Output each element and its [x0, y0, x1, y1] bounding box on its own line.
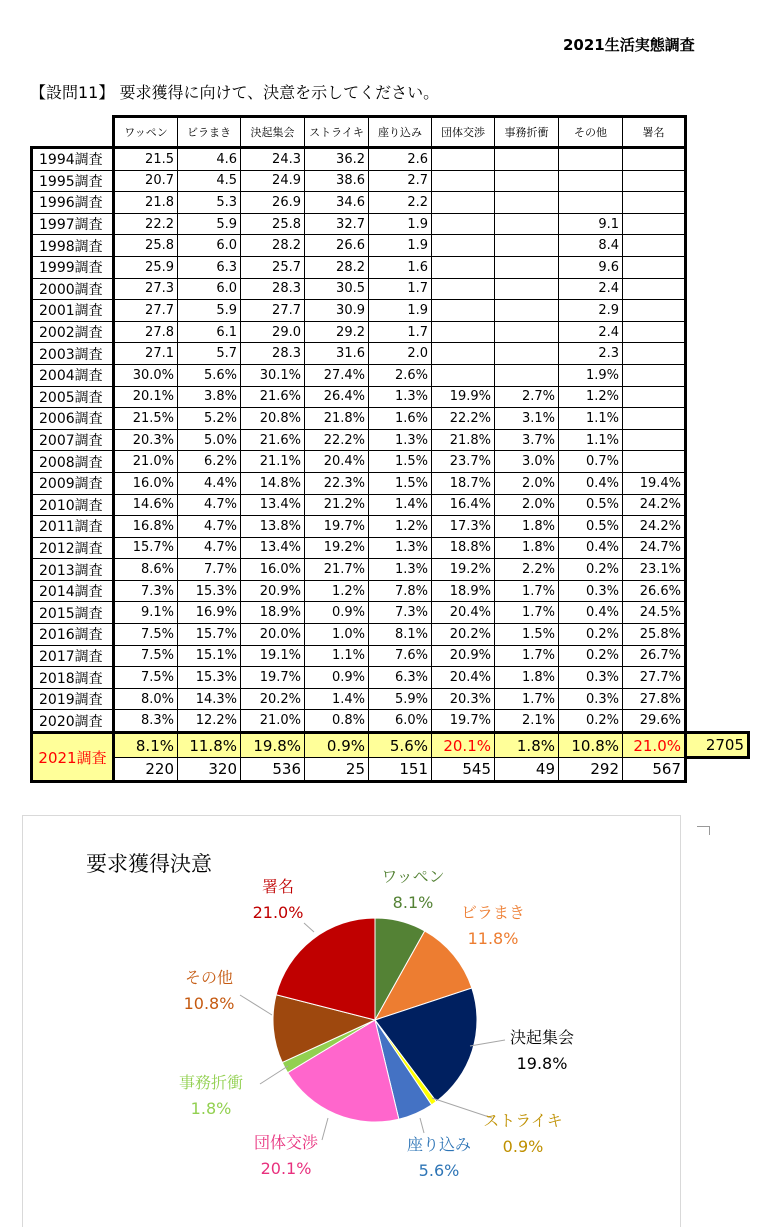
table-cell: 2.0% [495, 472, 559, 494]
table-cell: 26.4% [305, 386, 369, 408]
slice-name: 座り込み [406, 1135, 471, 1154]
row-label: 2008調査 [32, 451, 114, 473]
table-cell: 1.7% [495, 645, 559, 667]
table-cell: 26.6% [623, 580, 686, 602]
table-cell: 20.9% [241, 580, 305, 602]
column-header: 決起集会 [241, 117, 305, 148]
count-cell: 25 [305, 758, 369, 782]
table-cell: 1.6 [369, 256, 432, 278]
table-cell: 4.4% [178, 472, 241, 494]
table-cell: 6.0 [178, 278, 241, 300]
table-cell: 1.5% [369, 472, 432, 494]
row-label: 1997調査 [32, 213, 114, 235]
table-cell: 28.2 [305, 256, 369, 278]
count-cell: 151 [369, 758, 432, 782]
table-cell: 27.3 [114, 278, 178, 300]
leader-line [420, 1118, 424, 1133]
table-cell: 19.2% [305, 537, 369, 559]
table-cell: 19.9% [432, 386, 495, 408]
count-cell: 545 [432, 758, 495, 782]
table-cell: 23.7% [432, 451, 495, 473]
row-label: 2004調査 [32, 364, 114, 386]
table-cell: 20.2% [432, 624, 495, 646]
percent-cell: 21.0% [623, 733, 686, 758]
table-cell: 22.2 [114, 213, 178, 235]
table-cell: 16.9% [178, 602, 241, 624]
table-cell: 16.4% [432, 494, 495, 516]
table-cell: 2.0 [369, 343, 432, 365]
table-cell: 27.8% [623, 688, 686, 710]
column-header: 団体交渉 [432, 117, 495, 148]
table-cell: 1.2% [369, 516, 432, 538]
row-label: 2013調査 [32, 559, 114, 581]
slice-label [236, 1130, 336, 1181]
row-label: 2009調査 [32, 472, 114, 494]
row-label: 2020調査 [32, 710, 114, 733]
percent-cell: 10.8% [559, 733, 623, 758]
slice-name: 署名 [261, 877, 294, 896]
slice-value: 11.8% [467, 928, 519, 948]
table-cell: 1.9 [369, 300, 432, 322]
table-cell: 24.5% [623, 602, 686, 624]
table-cell: 8.6% [114, 559, 178, 581]
table-cell: 27.1 [114, 343, 178, 365]
table-cell: 5.2% [178, 408, 241, 430]
table-cell: 20.3% [432, 688, 495, 710]
table-cell: 7.8% [369, 580, 432, 602]
table-cell: 5.7 [178, 343, 241, 365]
table-cell: 27.7% [623, 667, 686, 689]
table-cell: 1.3% [369, 537, 432, 559]
table-cell: 20.4% [432, 602, 495, 624]
table-cell: 20.0% [241, 624, 305, 646]
table-cell: 25.8 [241, 213, 305, 235]
table-cell: 21.0% [241, 710, 305, 733]
table-cell: 1.9% [559, 364, 623, 386]
row-label: 1995調査 [32, 170, 114, 192]
table-cell: 0.2% [559, 624, 623, 646]
percent-cell: 5.6% [369, 733, 432, 758]
percent-cell: 1.8% [495, 733, 559, 758]
row-label: 2003調査 [32, 343, 114, 365]
row-label: 2019調査 [32, 688, 114, 710]
table-cell: 8.1% [369, 624, 432, 646]
table-cell: 6.0% [369, 710, 432, 733]
table-cell: 5.9 [178, 213, 241, 235]
table-cell: 1.3% [369, 429, 432, 451]
percent-cell: 0.9% [305, 733, 369, 758]
table-cell: 9.1 [559, 213, 623, 235]
table-cell: 21.1% [241, 451, 305, 473]
count-cell: 49 [495, 758, 559, 782]
table-cell: 23.1% [623, 559, 686, 581]
percent-cell: 11.8% [178, 733, 241, 758]
table-cell: 2.3 [559, 343, 623, 365]
table-cell: 13.4% [241, 494, 305, 516]
row-label: 2006調査 [32, 408, 114, 430]
table-cell: 18.7% [432, 472, 495, 494]
table-cell: 27.7 [114, 300, 178, 322]
table-cell: 2.4 [559, 321, 623, 343]
table-cell: 0.5% [559, 494, 623, 516]
table-cell: 2.6% [369, 364, 432, 386]
slice-name: ビラまき [460, 903, 525, 922]
table-cell: 2.1% [495, 710, 559, 733]
table-cell: 27.8 [114, 321, 178, 343]
table-cell: 7.3% [114, 580, 178, 602]
table-cell: 30.0% [114, 364, 178, 386]
table-cell: 0.2% [559, 710, 623, 733]
table-cell: 18.9% [432, 580, 495, 602]
table-cell: 21.8 [114, 192, 178, 214]
table-cell: 1.7% [495, 688, 559, 710]
table-cell: 7.5% [114, 667, 178, 689]
table-cell: 0.5% [559, 516, 623, 538]
table-cell: 30.1% [241, 364, 305, 386]
table-cell: 1.7% [495, 602, 559, 624]
table-cell: 24.2% [623, 494, 686, 516]
table-cell: 0.4% [559, 537, 623, 559]
table-cell: 26.9 [241, 192, 305, 214]
table-cell: 26.7% [623, 645, 686, 667]
slice-value: 1.8% [190, 1098, 232, 1118]
table-cell: 14.8% [241, 472, 305, 494]
table-cell: 22.2% [305, 429, 369, 451]
table-cell: 1.1% [559, 408, 623, 430]
row-label: 2011調査 [32, 516, 114, 538]
count-cell: 292 [559, 758, 623, 782]
table-cell: 19.4% [623, 472, 686, 494]
table-cell: 19.2% [432, 559, 495, 581]
table-cell: 24.9 [241, 170, 305, 192]
table-cell: 0.4% [559, 472, 623, 494]
chart-title: 要求獲得決意 [86, 852, 212, 876]
table-cell: 14.3% [178, 688, 241, 710]
table-cell: 25.8 [114, 235, 178, 257]
table-cell: 21.2% [305, 494, 369, 516]
table-cell: 1.5% [369, 451, 432, 473]
table-cell: 15.1% [178, 645, 241, 667]
slice-name: 団体交渉 [253, 1133, 318, 1152]
table-cell: 5.6% [178, 364, 241, 386]
table-cell: 2.4 [559, 278, 623, 300]
slice-value: 20.1% [260, 1158, 312, 1178]
table-cell: 16.8% [114, 516, 178, 538]
column-header: ビラまき [178, 117, 241, 148]
table-cell: 20.1% [114, 386, 178, 408]
table-cell: 3.8% [178, 386, 241, 408]
slice-label [492, 1025, 592, 1076]
table-cell: 1.3% [369, 559, 432, 581]
table-cell: 21.0% [114, 451, 178, 473]
row-label: 1999調査 [32, 256, 114, 278]
table-cell: 1.7 [369, 321, 432, 343]
table-cell: 5.3 [178, 192, 241, 214]
table-cell: 21.8% [305, 408, 369, 430]
table-cell: 29.6% [623, 710, 686, 733]
column-header: 署名 [623, 117, 686, 148]
table-cell: 8.0% [114, 688, 178, 710]
table-cell: 8.4 [559, 235, 623, 257]
document-title: 2021生活実態調査 [563, 36, 695, 54]
table-cell: 1.4% [305, 688, 369, 710]
table-cell: 24.7% [623, 537, 686, 559]
slice-label [443, 900, 543, 951]
table-cell: 1.0% [305, 624, 369, 646]
column-header: 座り込み [369, 117, 432, 148]
table-cell: 20.8% [241, 408, 305, 430]
table-cell: 2.9 [559, 300, 623, 322]
table-cell: 15.3% [178, 580, 241, 602]
leader-line [260, 1066, 288, 1084]
table-cell: 1.1% [559, 429, 623, 451]
row-label: 2014調査 [32, 580, 114, 602]
table-cell: 0.7% [559, 451, 623, 473]
table-cell: 32.7 [305, 213, 369, 235]
table-cell: 3.0% [495, 451, 559, 473]
table-cell: 19.7% [305, 516, 369, 538]
table-cell: 1.9 [369, 235, 432, 257]
table-cell: 16.0% [241, 559, 305, 581]
slice-name: ワッペン [381, 867, 445, 886]
table-cell: 6.3 [178, 256, 241, 278]
table-cell: 2.7% [495, 386, 559, 408]
column-header: その他 [559, 117, 623, 148]
row-label: 2001調査 [32, 300, 114, 322]
table-cell: 18.9% [241, 602, 305, 624]
table-cell: 21.6% [241, 429, 305, 451]
table-cell: 0.8% [305, 710, 369, 733]
table-cell: 20.7 [114, 170, 178, 192]
row-label: 2012調査 [32, 537, 114, 559]
table-cell: 6.3% [369, 667, 432, 689]
table-cell: 7.5% [114, 645, 178, 667]
count-cell: 536 [241, 758, 305, 782]
count-cell: 567 [623, 758, 686, 782]
percent-cell: 20.1% [432, 733, 495, 758]
row-label: 2016調査 [32, 624, 114, 646]
table-cell: 1.1% [305, 645, 369, 667]
table-cell: 18.8% [432, 537, 495, 559]
table-cell: 0.3% [559, 688, 623, 710]
table-cell: 1.4% [369, 494, 432, 516]
row-label: 2002調査 [32, 321, 114, 343]
column-header: ストライキ [305, 117, 369, 148]
table-cell: 9.6 [559, 256, 623, 278]
table-cell: 31.6 [305, 343, 369, 365]
table-cell: 1.8% [495, 516, 559, 538]
table-cell: 20.4% [432, 667, 495, 689]
table-cell: 0.9% [305, 602, 369, 624]
column-header: 事務折衝 [495, 117, 559, 148]
table-cell: 1.7 [369, 278, 432, 300]
row-label: 2015調査 [32, 602, 114, 624]
table-cell: 1.3% [369, 386, 432, 408]
row-label: 2010調査 [32, 494, 114, 516]
table-cell: 1.2% [559, 386, 623, 408]
table-cell: 19.7% [241, 667, 305, 689]
table-cell: 6.1 [178, 321, 241, 343]
row-label: 1998調査 [32, 235, 114, 257]
count-cell: 320 [178, 758, 241, 782]
table-cell: 1.9 [369, 213, 432, 235]
table-cell: 24.2% [623, 516, 686, 538]
table-cell: 0.4% [559, 602, 623, 624]
table-cell: 2.0% [495, 494, 559, 516]
table-cell: 5.0% [178, 429, 241, 451]
percent-cell: 8.1% [114, 733, 178, 758]
table-cell: 28.2 [241, 235, 305, 257]
table-cell: 36.2 [305, 148, 369, 171]
table-cell: 4.7% [178, 516, 241, 538]
table-cell: 22.2% [432, 408, 495, 430]
table-cell: 19.1% [241, 645, 305, 667]
slice-value: 0.9% [502, 1136, 544, 1156]
table-cell: 3.1% [495, 408, 559, 430]
table-cell: 26.6 [305, 235, 369, 257]
table-cell: 7.7% [178, 559, 241, 581]
table-cell: 20.3% [114, 429, 178, 451]
table-cell: 29.0 [241, 321, 305, 343]
slice-value: 8.1% [392, 892, 434, 912]
table-cell: 38.6 [305, 170, 369, 192]
table-cell: 3.7% [495, 429, 559, 451]
table-cell: 21.7% [305, 559, 369, 581]
table-cell: 20.2% [241, 688, 305, 710]
slice-value: 5.6% [418, 1160, 460, 1180]
table-cell: 21.6% [241, 386, 305, 408]
table-cell: 4.6 [178, 148, 241, 171]
table-cell: 0.3% [559, 667, 623, 689]
table-cell: 2.2% [495, 559, 559, 581]
table-cell: 13.4% [241, 537, 305, 559]
table-cell: 15.3% [178, 667, 241, 689]
table-cell: 28.3 [241, 278, 305, 300]
table-cell: 5.9 [178, 300, 241, 322]
table-cell: 4.7% [178, 494, 241, 516]
table-cell: 34.6 [305, 192, 369, 214]
slice-value: 21.0% [252, 902, 304, 922]
table-cell: 1.8% [495, 537, 559, 559]
table-cell: 7.3% [369, 602, 432, 624]
row-label-2021: 2021調査 [32, 733, 114, 782]
total-count: 2705 [686, 733, 749, 758]
table-cell: 2.6 [369, 148, 432, 171]
table-cell: 1.5% [495, 624, 559, 646]
table-cell: 0.2% [559, 645, 623, 667]
table-cell: 27.4% [305, 364, 369, 386]
table-cell: 5.9% [369, 688, 432, 710]
row-label: 2000調査 [32, 278, 114, 300]
table-cell: 14.6% [114, 494, 178, 516]
table-cell: 9.1% [114, 602, 178, 624]
row-label: 1996調査 [32, 192, 114, 214]
table-cell: 6.2% [178, 451, 241, 473]
table-cell: 2.7 [369, 170, 432, 192]
table-cell: 30.9 [305, 300, 369, 322]
table-cell: 16.0% [114, 472, 178, 494]
table-cell: 4.5 [178, 170, 241, 192]
table-cell: 15.7% [178, 624, 241, 646]
table-cell: 13.8% [241, 516, 305, 538]
table-cell: 15.7% [114, 537, 178, 559]
slice-label [161, 1070, 261, 1121]
slice-name: その他 [184, 968, 233, 987]
table-cell: 0.9% [305, 667, 369, 689]
table-cell: 7.6% [369, 645, 432, 667]
slice-name: 決起集会 [509, 1028, 574, 1047]
table-cell: 1.2% [305, 580, 369, 602]
table-cell: 7.5% [114, 624, 178, 646]
slice-value: 10.8% [183, 993, 235, 1013]
table-cell: 6.0 [178, 235, 241, 257]
table-cell: 1.8% [495, 667, 559, 689]
table-cell: 1.7% [495, 580, 559, 602]
table-cell: 27.7 [241, 300, 305, 322]
slice-name: ストライキ [483, 1111, 563, 1130]
row-label: 2017調査 [32, 645, 114, 667]
table-cell: 24.3 [241, 148, 305, 171]
slice-label [389, 1132, 489, 1183]
row-label: 1994調査 [32, 148, 114, 171]
table-cell: 4.7% [178, 537, 241, 559]
table-cell: 29.2 [305, 321, 369, 343]
table-cell: 0.2% [559, 559, 623, 581]
table-cell: 21.5 [114, 148, 178, 171]
table-cell: 22.3% [305, 472, 369, 494]
table-cell: 2.2 [369, 192, 432, 214]
table-cell: 25.8% [623, 624, 686, 646]
table-cell: 25.9 [114, 256, 178, 278]
table-cell: 20.4% [305, 451, 369, 473]
column-header: ワッペン [114, 117, 178, 148]
table-cell: 19.7% [432, 710, 495, 733]
table-cell: 12.2% [178, 710, 241, 733]
slice-label [159, 965, 259, 1016]
slice-value: 19.8% [516, 1053, 568, 1073]
table-cell: 30.5 [305, 278, 369, 300]
row-label: 2007調査 [32, 429, 114, 451]
count-cell: 220 [114, 758, 178, 782]
table-cell: 0.3% [559, 580, 623, 602]
table-cell: 8.3% [114, 710, 178, 733]
row-label: 2005調査 [32, 386, 114, 408]
table-cell: 21.8% [432, 429, 495, 451]
question-text: 【設問11】 要求獲得に向けて、決意を示してください。 [30, 83, 440, 102]
table-cell: 17.3% [432, 516, 495, 538]
table-cell: 1.6% [369, 408, 432, 430]
table-cell: 21.5% [114, 408, 178, 430]
percent-cell: 19.8% [241, 733, 305, 758]
table-cell: 20.9% [432, 645, 495, 667]
table-cell: 28.3 [241, 343, 305, 365]
slice-label [228, 874, 328, 925]
slice-name: 事務折衝 [178, 1073, 243, 1092]
table-cell: 25.7 [241, 256, 305, 278]
row-label: 2018調査 [32, 667, 114, 689]
